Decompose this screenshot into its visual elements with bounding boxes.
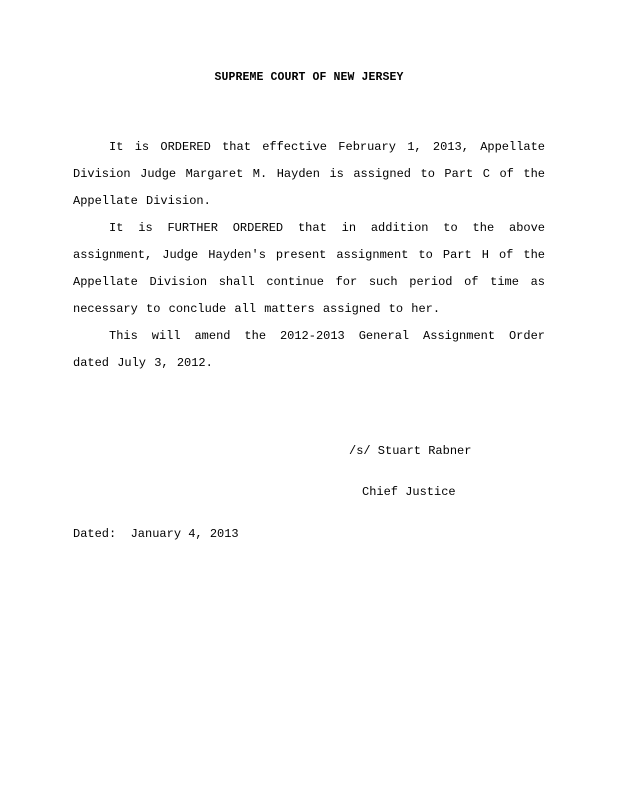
order-paragraph-3: This will amend the 2012-2013 General Assignment Order dated July 3, 2012. bbox=[73, 329, 545, 370]
signature-title: Chief Justice bbox=[362, 485, 456, 499]
order-paragraph-2: It is FURTHER ORDERED that in addition to the above assignment, Judge Hayden's present assignment to Part H of the Appellate Division shall continue for such period of time as necessary to conclude all matters assigned to her. bbox=[73, 221, 545, 316]
dated-line: Dated: January 4, 2013 bbox=[73, 527, 239, 541]
court-title: SUPREME COURT OF NEW JERSEY bbox=[214, 71, 404, 84]
order-body bbox=[73, 134, 545, 377]
order-paragraph-1: It is ORDERED that effective February 1, 2013, Appellate Division Judge Margaret M. Hayden is assigned to Part C of the Appellate Division. bbox=[73, 140, 545, 208]
signature-line: /s/ Stuart Rabner bbox=[349, 444, 472, 458]
